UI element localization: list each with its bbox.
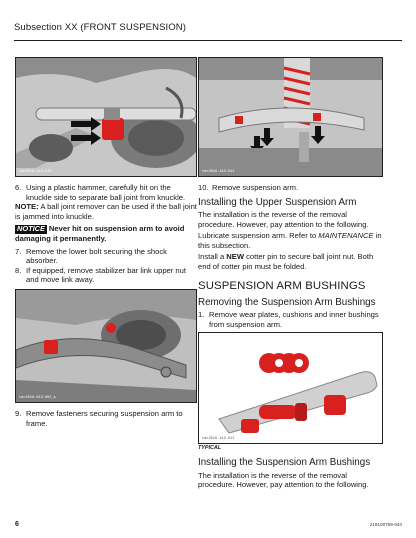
bushings-illustration bbox=[199, 333, 382, 443]
install-upper-arm-heading: Installing the Upper Suspension Arm bbox=[198, 196, 357, 208]
note: NOTE: A ball joint remover can be used if the ball joint is jammed into knuckle. bbox=[15, 202, 197, 221]
suspension-arm-illustration bbox=[16, 290, 196, 402]
page-header: Subsection XX (FRONT SUSPENSION) bbox=[14, 22, 186, 33]
figure-id: tmr2016-143-010 bbox=[19, 170, 52, 174]
document-code: 219100759-044 bbox=[369, 522, 402, 527]
ball-joint-illustration bbox=[16, 58, 196, 176]
install-bushings-paragraph: The installation is the reverse of the removal procedure. However, pay attention to the following. bbox=[198, 470, 369, 490]
install-bushings-heading: Installing the Suspension Arm Bushings bbox=[198, 457, 371, 469]
step-10: 10. Remove suspension arm. bbox=[198, 183, 299, 192]
figure-upper-arm-removal bbox=[198, 57, 383, 177]
install-upper-paragraph-1: The installation is the reverse of the removal procedure. However, pay attention to the following. bbox=[198, 210, 369, 229]
install-upper-paragraph-2: Lubricate suspension arm. Refer to MAINTENANCE in this subsection. bbox=[198, 231, 382, 250]
header-divider bbox=[14, 40, 402, 41]
upper-arm-illustration bbox=[199, 58, 382, 176]
step-8: 8. If equipped, remove stabilizer bar link upper nut and move link away. bbox=[15, 265, 186, 285]
bushings-section-heading: SUSPENSION ARM BUSHINGS bbox=[198, 279, 366, 292]
figure-ball-joint-hammer bbox=[15, 57, 197, 177]
left-column bbox=[15, 57, 197, 428]
figure-caption: TYPICAL bbox=[198, 445, 222, 452]
maintenance-reference: MAINTENANCE bbox=[318, 231, 374, 241]
removing-step-1: 1. Remove wear plates, cushions and inner bushings from suspension arm. bbox=[198, 310, 379, 329]
figure-suspension-arm-fasteners bbox=[15, 289, 197, 403]
figure-id: tmr2016-143-012 bbox=[202, 437, 235, 442]
figure-id: tmr2016-143-011 bbox=[202, 170, 235, 174]
step-9: 9. Remove fasteners securing suspension arm to frame. bbox=[15, 408, 183, 428]
notice: NOTICE Never hit on suspension arm to avoid damaging it permanently. bbox=[15, 224, 185, 243]
step-7: 7. Remove the lower bolt securing the shock absorber. bbox=[15, 246, 167, 266]
removing-bushings-heading: Removing the Suspension Arm Bushings bbox=[198, 296, 376, 308]
step-6: 6. Using a plastic hammer, carefully hit on the knuckle side to separate ball joint from knuckle. bbox=[15, 183, 186, 202]
notice-badge: NOTICE bbox=[17, 224, 45, 234]
install-upper-paragraph-3: Install a NEW cotter pin to secure ball joint nut. Both end of cotter pin must be folded. bbox=[198, 252, 374, 272]
right-column bbox=[198, 57, 383, 490]
figure-bushings-exploded bbox=[198, 332, 383, 444]
figure-id: tmr2016-013-002_a bbox=[19, 395, 56, 400]
page-number: 6 bbox=[15, 521, 19, 528]
